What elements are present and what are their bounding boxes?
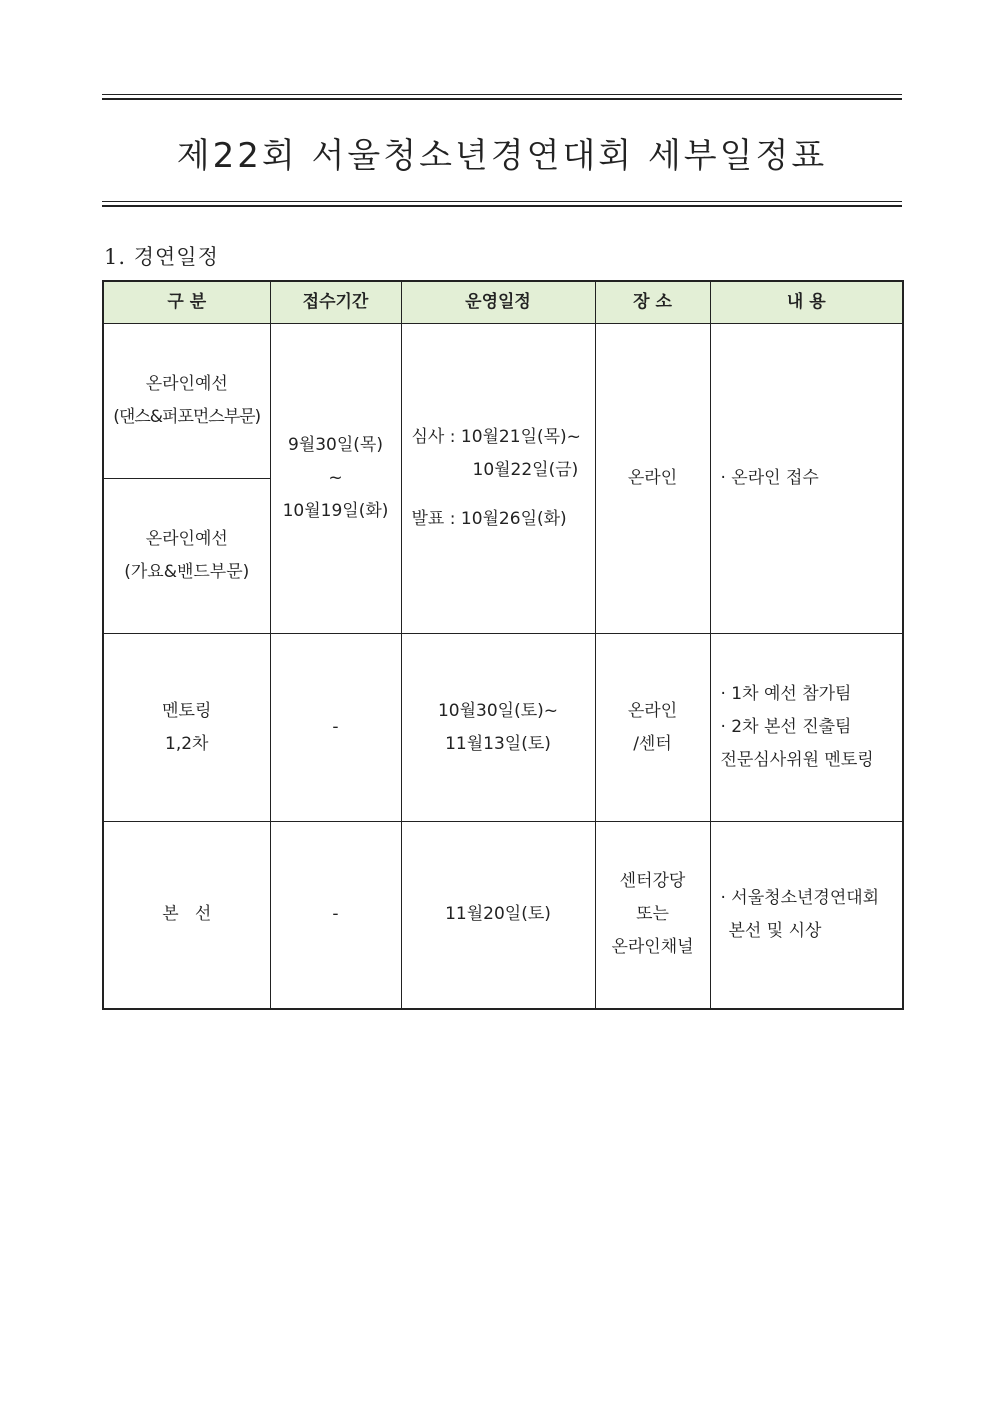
table-row [103, 324, 903, 479]
reception-line: 10월19일(화) [282, 501, 389, 521]
reception-cell-final: - [270, 822, 401, 1009]
category-line: 온라인예선 [145, 529, 228, 549]
title-bottom-rule [102, 201, 902, 210]
schedule-line: 발표 : 10월26일(화) [411, 509, 567, 529]
category-line: 1,2차 [165, 733, 209, 754]
schedule-cell-mentoring [401, 634, 595, 822]
schedule-line: 10월30일(토)~ [437, 700, 559, 721]
category-line: (가요&밴드부문) [124, 562, 250, 582]
venue-line: 온라인채널 [611, 937, 694, 958]
top-rule [102, 94, 902, 103]
schedule-cell-final: 11월20일(토) [401, 822, 595, 1009]
schedule-line: 11월13일(토) [445, 733, 551, 754]
category-cell-final: 본 선 [103, 822, 270, 1009]
reception-line: ~ [328, 468, 343, 488]
header-venue: 장 소 [595, 281, 710, 324]
category-cell-mentoring [103, 634, 270, 822]
table-row [103, 822, 903, 1009]
venue-line: 온라인 [627, 700, 678, 721]
header-content: 내 용 [710, 281, 903, 324]
header-category: 구 분 [103, 281, 270, 324]
venue-line: 센터강당 [619, 871, 686, 892]
header-reception: 접수기간 [270, 281, 401, 324]
content-line: 전문심사위원 멘토링 [720, 750, 874, 770]
content-line: · 서울청소년경연대회 [720, 887, 880, 908]
schedule-cell-prelim [401, 324, 595, 634]
reception-cell-mentoring: - [270, 634, 401, 822]
schedule-table [102, 280, 904, 1010]
content-cell-prelim: · 온라인 접수 [710, 324, 903, 634]
content-line: · 1차 예선 참가팀 [720, 684, 852, 704]
content-cell-mentoring [710, 634, 903, 822]
reception-cell-prelim [270, 324, 401, 634]
content-cell-final [710, 822, 903, 1009]
category-cell-vocal [103, 479, 270, 634]
header-schedule: 운영일정 [401, 281, 595, 324]
schedule-line: 10월22일(금) [472, 460, 579, 480]
content-line: · 2차 본선 진출팀 [720, 717, 852, 737]
category-line: 온라인예선 [145, 374, 228, 394]
schedule-line: 심사 : 10월21일(목)~ [411, 427, 581, 447]
category-line: (댄스&퍼포먼스부문) [113, 407, 261, 427]
venue-cell-prelim: 온라인 [595, 324, 710, 634]
venue-cell-mentoring [595, 634, 710, 822]
venue-cell-final [595, 822, 710, 1009]
reception-line: 9월30일(목) [288, 435, 383, 455]
content-line: 본선 및 시상 [728, 920, 822, 941]
document-title: 제22회 서울청소년경연대회 세부일정표 [176, 136, 828, 176]
section-heading: 1. 경연일정 [104, 245, 219, 269]
category-cell-dance [103, 324, 270, 479]
table-row [103, 634, 903, 822]
header-row [103, 281, 903, 324]
venue-line: 또는 [636, 904, 669, 925]
category-line: 멘토링 [162, 700, 212, 721]
venue-line: /센터 [633, 733, 672, 754]
